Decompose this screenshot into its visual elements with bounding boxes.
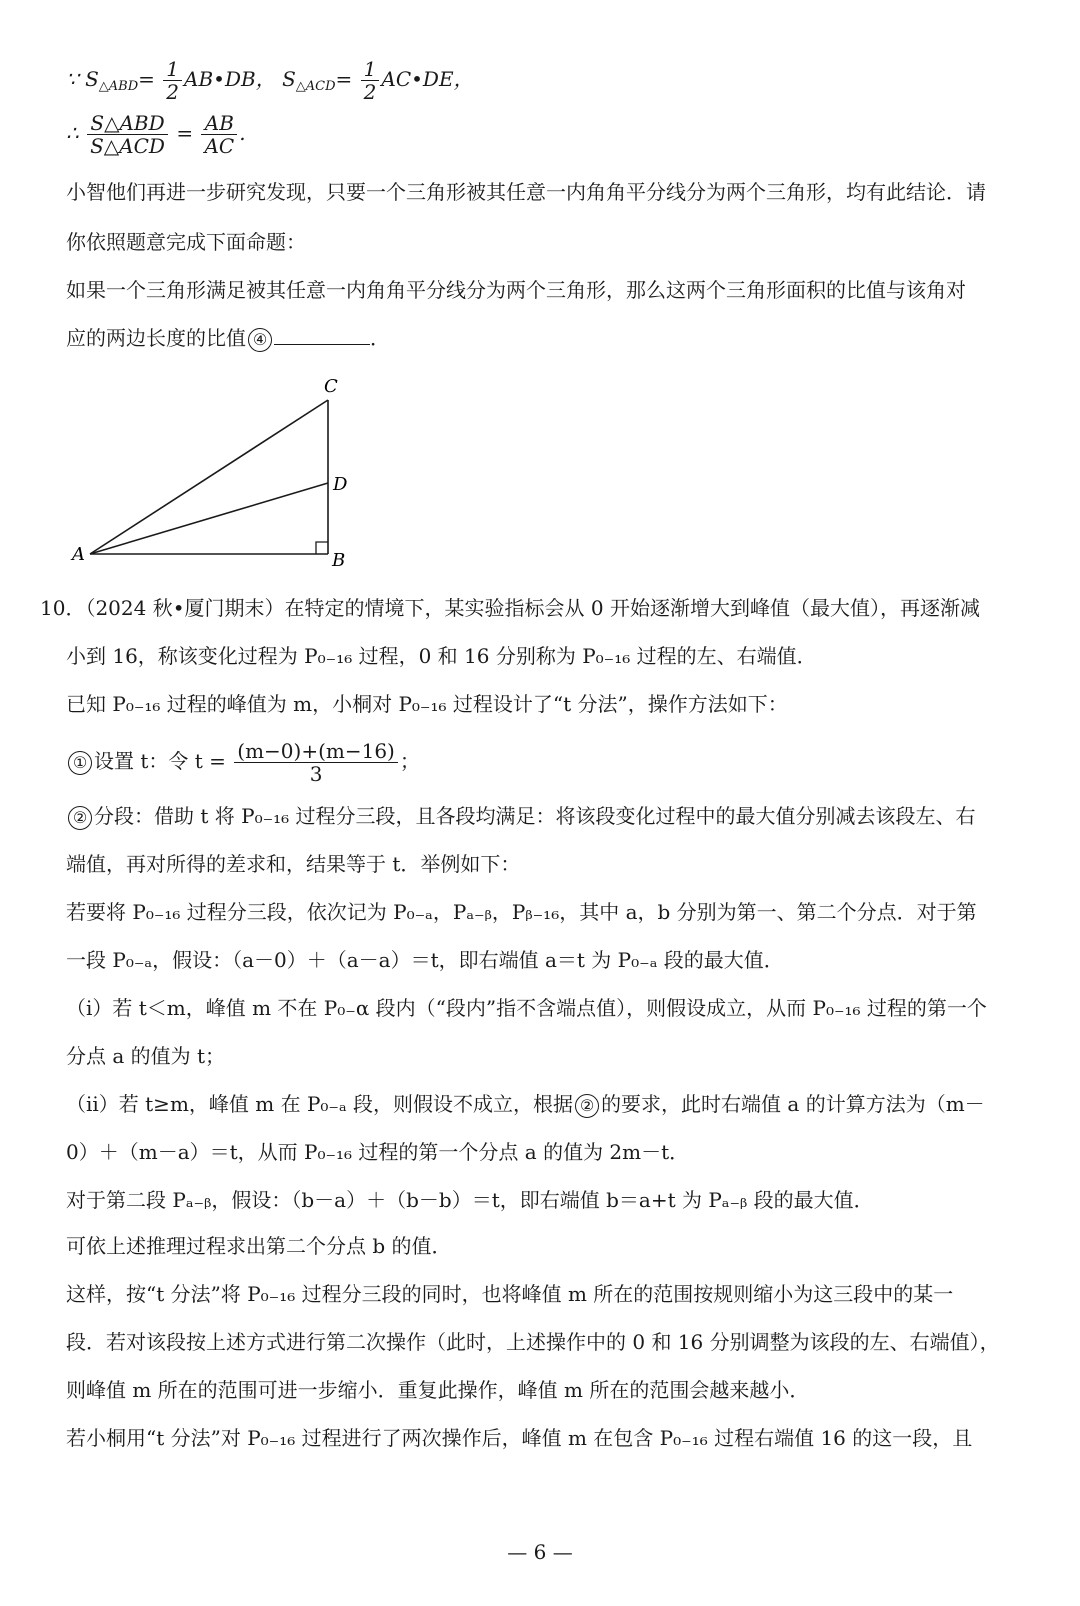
circled-number-2: ② — [575, 1094, 599, 1118]
circled-number-4: ④ — [248, 328, 272, 352]
side-ratio-fraction: $\frac{AB}{AC}$ — [201, 112, 237, 157]
paragraph-line: 可依上述推理过程求出第二个分点 b 的值． — [66, 1234, 452, 1258]
therefore-symbol: ∴ — [66, 121, 79, 145]
paragraph-line: 分点 a 的值为 t； — [66, 1044, 226, 1068]
question-10-line: 10．（2024 秋•厦门期末）在特定的情境下，某实验指标会从 0 开始逐渐增大到峰值（最大值），再逐渐减 — [40, 596, 980, 620]
circled-number-1: ① — [68, 751, 92, 775]
paragraph-line: 端值，再对所得的差求和，结果等于 t．举例如下： — [66, 852, 521, 876]
label-B: B — [332, 550, 346, 570]
case-ii-line: （ii）若 t≥m，峰值 m 在 P₀₋ₐ 段，则假设不成立，根据 ② 的要求，此时右端值 a 的计算方法为（m－ — [66, 1092, 985, 1116]
paragraph-line: 若要将 P₀₋₁₆ 过程分三段，依次记为 P₀₋ₐ，Pₐ₋ᵦ，Pᵦ₋₁₆，其中 a，b 分别为第一、第二个分点．对于第 — [66, 900, 977, 924]
fraction-half-1: $\frac{1}{2}$ — [163, 58, 182, 103]
step-2-line: ② 分段：借助 t 将 P₀₋₁₆ 过程分三段，且各段均满足：将该段变化过程中的最大值分别减去该段左、右 — [66, 802, 976, 830]
fraction-half-2: $\frac{1}{2}$ — [361, 58, 380, 103]
t-formula-fraction: $\frac{(m-0)+(m-16)}{3}$ — [234, 740, 398, 785]
paragraph-line: 这样，按“t 分法”将 P₀₋₁₆ 过程分三段的同时，也将峰值 m 所在的范围按规则缩小为这三段中的某一 — [66, 1282, 954, 1306]
paragraph-line: 0）＋（m－a）＝t，从而 P₀₋₁₆ 过程的第一个分点 a 的值为 2m－t． — [66, 1140, 690, 1164]
area-ratio-fraction: $\frac{\text{S△ABD}}{\text{S△ACD}}$ — [87, 112, 168, 157]
paragraph-line: 则峰值 m 所在的范围可进一步缩小．重复此操作，峰值 m 所在的范围会越来越小． — [66, 1378, 810, 1402]
label-C: C — [324, 376, 338, 397]
right-angle-mark — [316, 542, 328, 554]
paragraph-line: 你依照题意完成下面命题： — [66, 230, 306, 254]
segment-AC — [90, 400, 328, 554]
paragraph-line: 一段 P₀₋ₐ，假设：（a－0）＋（a－a）＝t，即右端值 a＝t 为 P₀₋ₐ 段的最大值． — [66, 948, 784, 972]
area-ratio-line: ∴ $\frac{\text{S△ABD}}{\text{S△ACD}}$ = $\frac{AB}{AC}$ . — [66, 111, 246, 158]
case-i-line: （i）若 t＜m，峰值 m 不在 P₀₋α 段内（“段内”指不含端点值），则假设成立，从而 P₀₋₁₆ 过程的第一个 — [66, 996, 987, 1020]
circled-number-2: ② — [68, 806, 92, 830]
answer-blank[interactable] — [274, 324, 370, 345]
paragraph-line: 对于第二段 Pₐ₋ᵦ，假设：（b－a）＋（b－b）＝t，即右端值 b＝a+t 为 Pₐ₋ᵦ 段的最大值． — [66, 1188, 874, 1212]
triangle-figure — [66, 370, 366, 570]
page-number: — 6 — — [507, 1540, 573, 1564]
paragraph-line: 小到 16，称该变化过程为 P₀₋₁₆ 过程，0 和 16 分别称为 P₀₋₁₆ 过程的左、右端值． — [66, 644, 817, 668]
segment-AD — [90, 483, 328, 554]
because-symbol: ∵ — [66, 67, 79, 91]
label-A: A — [72, 544, 85, 565]
paragraph-line: 段．若对该段按上述方式进行第二次操作（此时，上述操作中的 0 和 16 分别调整为该段的左、右端值）， — [66, 1330, 1000, 1354]
label-D: D — [333, 474, 348, 495]
paragraph-line: 已知 P₀₋₁₆ 过程的峰值为 m，小桐对 P₀₋₁₆ 过程设计了“t 分法”，操作方法如下： — [66, 692, 788, 716]
paragraph-line: 如果一个三角形满足被其任意一内角角平分线分为两个三角形，那么这两个三角形面积的比值与该角对 — [66, 278, 966, 302]
proposition-line: 应的两边长度的比值 ④ ． — [66, 326, 390, 350]
paragraph-line: 若小桐用“t 分法”对 P₀₋₁₆ 过程进行了两次操作后，峰值 m 在包含 P₀₋₁₆ 过程右端值 16 的这一段，且 — [66, 1426, 973, 1450]
area-formula-line: ∵ $S_{\triangle ABD}=$ $\frac{1}{2}$ AB•DB， $S_{\triangle ACD}=$ $\frac{1}{2}$ AC•DE， — [66, 57, 474, 104]
step-1-line: ① 设置 t：令 t = $\frac{(m-0)+(m-16)}{3}$ ； — [66, 740, 420, 785]
paragraph-line: 小智他们再进一步研究发现，只要一个三角形被其任意一内角角平分线分为两个三角形，均有此结论．请 — [66, 180, 986, 204]
